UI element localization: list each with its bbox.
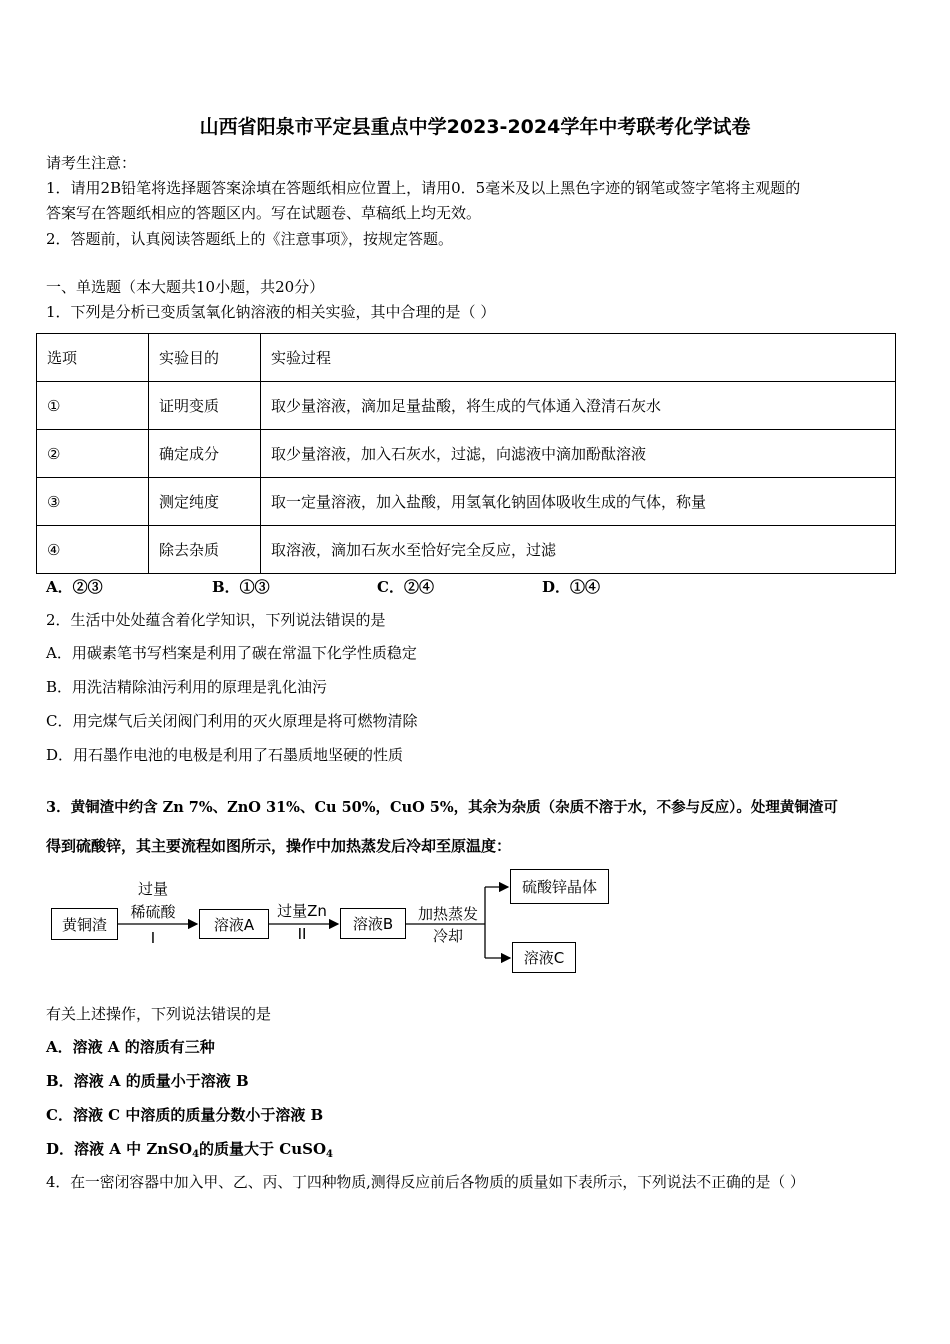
q3-option-d xyxy=(46,1139,333,1165)
flow-box-zinc-sulfate-crystal: 硫酸锌晶体 xyxy=(510,869,609,904)
q4-stem: 4．在一密闭容器中加入甲、乙、丙、丁四种物质,测得反应前后各物质的质量如下表所示，下列说法不正确的是（ ） xyxy=(46,1174,805,1191)
q3-sub-stem: 有关上述操作，下列说法错误的是 xyxy=(46,1005,272,1023)
flow-label-dilute-acid: 稀硫酸 xyxy=(130,903,176,921)
flow-label-excess: 过量 xyxy=(137,880,168,898)
table-cell: 除去杂质 xyxy=(149,526,261,574)
q1-option-c: C．②④ xyxy=(377,578,434,596)
q2-option-a: A．用碳素笔书写档案是利用了碳在常温下化学性质稳定 xyxy=(46,644,417,662)
flow-label-excess-zn: 过量Zn xyxy=(277,902,327,920)
table-cell: 取溶液，滴加石灰水至恰好完全反应，过滤 xyxy=(261,526,896,574)
q3-option-b: B．溶液 A 的质量小于溶液 B xyxy=(46,1072,249,1090)
q2-option-c: C．用完煤气后关闭阀门利用的灭火原理是将可燃物清除 xyxy=(46,712,418,730)
q2-option-b: B．用洗洁精除油污利用的原理是乳化油污 xyxy=(46,678,328,696)
flow-label-step-1: I xyxy=(150,929,156,947)
notice-line-1: 1．请用2B铅笔将选择题答案涂填在答题纸相应位置上，请用0．5毫米及以上黑色字迹的钢笔或签字笔将主观题的 xyxy=(46,179,801,197)
flow-label-heat-evaporate: 加热蒸发 xyxy=(417,905,478,923)
table-cell: ① xyxy=(37,382,149,430)
table-cell: ② xyxy=(37,430,149,478)
section-heading: 一、单选题（本大题共10小题，共20分） xyxy=(46,278,325,296)
table-cell: 取一定量溶液，加入盐酸，用氢氧化钠固体吸收生成的气体，称量 xyxy=(261,478,896,526)
q3-option-d-text-2: 的质量大于 CuSO xyxy=(199,1140,327,1158)
q3-stem-line-2: 得到硫酸锌，其主要流程如图所示，操作中加热蒸发后冷却至原温度： xyxy=(46,837,512,855)
flow-label-cool: 冷却 xyxy=(432,927,463,945)
table-header-cell: 实验目的 xyxy=(149,334,261,382)
table-header-cell: 选项 xyxy=(37,334,149,382)
q3-option-c: C．溶液 C 中溶质的质量分数小于溶液 B xyxy=(46,1106,324,1124)
flow-box-solution-c: 溶液C xyxy=(512,942,576,973)
q1-option-b: B．①③ xyxy=(212,578,270,596)
q3-option-d-sub-2: 4 xyxy=(326,1149,333,1160)
flow-box-brass-slag: 黄铜渣 xyxy=(51,908,118,940)
table-cell: ④ xyxy=(37,526,149,574)
q1-stem: 1．下列是分析已变质氢氧化钠溶液的相关实验，其中合理的是（ ） xyxy=(46,303,496,321)
flow-label-step-2: II xyxy=(297,925,307,943)
q3-option-d-text-1: D．溶液 A 中 ZnSO xyxy=(46,1140,193,1158)
q1-option-d: D．①④ xyxy=(542,578,601,596)
table-cell: 测定纯度 xyxy=(149,478,261,526)
q2-option-d: D．用石墨作电池的电极是利用了石墨质地坚硬的性质 xyxy=(46,746,404,764)
table-cell: 取少量溶液，滴加足量盐酸，将生成的气体通入澄清石灰水 xyxy=(261,382,896,430)
notice-heading: 请考生注意： xyxy=(46,154,137,172)
flow-box-solution-a: 溶液A xyxy=(199,909,269,939)
page-title: 山西省阳泉市平定县重点中学2023-2024学年中考联考化学试卷 xyxy=(199,116,751,138)
table-cell: 证明变质 xyxy=(149,382,261,430)
notice-line-2: 2．答题前，认真阅读答题纸上的《注意事项》，按规定答题。 xyxy=(46,230,454,248)
notice-line-1b: 答案写在答题纸相应的答题区内。写在试题卷、草稿纸上均无效。 xyxy=(46,204,482,222)
table-cell: 取少量溶液，加入石灰水，过滤，向滤液中滴加酚酞溶液 xyxy=(261,430,896,478)
q1-option-a: A．②③ xyxy=(46,578,103,596)
q2-stem: 2．生活中处处蕴含着化学知识，下列说法错误的是 xyxy=(46,611,386,629)
table-header-cell: 实验过程 xyxy=(261,334,896,382)
table-cell: ③ xyxy=(37,478,149,526)
flow-box-solution-b: 溶液B xyxy=(340,908,406,939)
q3-option-d-sub-1: 4 xyxy=(192,1149,200,1160)
table-cell: 确定成分 xyxy=(149,430,261,478)
q3-stem-line-1: 3．黄铜渣中约含 Zn 7%、ZnO 31%、Cu 50%，CuO 5%，其余为杂质（杂质不溶于水，不参与反应）。处理黄铜渣可 xyxy=(46,799,838,816)
q3-option-a: A．溶液 A 的溶质有三种 xyxy=(46,1038,215,1056)
